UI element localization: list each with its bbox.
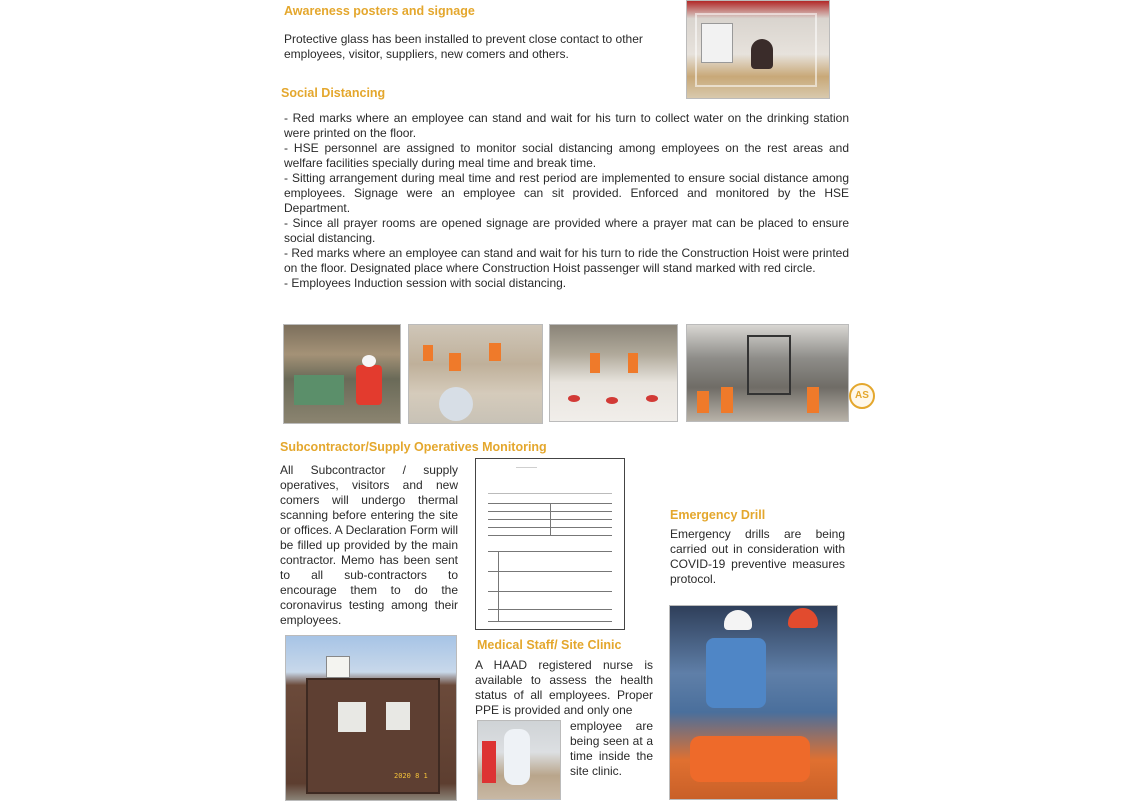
emergency-drill-heading: Emergency Drill [670,508,766,522]
construction-hoist-photo [686,324,849,422]
social-distancing-list [284,111,849,291]
subcontractor-text: All Subcontractor / supply operatives, visitors and new comers will undergo thermal scanning before entering the site or offices. A Declaration Form will be filled up provided by the main contractor. Memo has been sent to all sub-contractors to encourage them to do the coronavirus testing among their employees. [280,463,458,627]
list-item: - Sitting arrangement during meal time and rest period are implemented to ensure social distance among employees. Signage were an employee can sit provided. Enforced and monitored by the HSE Department. [284,171,849,215]
photo-date-stamp: 2020 8 1 [394,772,428,780]
medical-text-side: employee are being seen at a time inside the site clinic. [570,719,653,778]
red-marks-floor-photo [549,324,678,422]
protective-glass-photo [686,0,830,99]
declaration-form-image: —————— [475,458,625,630]
subcontractor-heading: Subcontractor/Supply Operatives Monitoring [280,440,547,454]
list-item: - HSE personnel are assigned to monitor social distancing among employees on the rest areas and welfare facilities specially during meal time and break time. [284,141,849,170]
emergency-drill-photo [669,605,838,800]
awareness-text: Protective glass has been installed to prevent close contact to other employees, visitor, suppliers, new comers and others. [284,32,643,61]
list-item: - Since all prayer rooms are opened signage are provided where a prayer mat can be placed to ensure social distancing. [284,216,849,245]
drinking-station-photo [283,324,401,424]
emergency-drill-text: Emergency drills are being carried out in consideration with COVID-19 preventive measures protocol. [670,527,845,586]
thermal-scanning-gate-photo [285,635,457,801]
medical-heading: Medical Staff/ Site Clinic [477,638,622,652]
list-item: - Red marks where an employee can stand and wait for his turn to collect water on the drinking station were printed on the floor. [284,111,849,140]
awareness-heading: Awareness posters and signage [284,4,475,18]
meal-area-photo [408,324,543,424]
list-item: - Employees Induction session with social distancing. [284,276,567,290]
site-clinic-photo [477,720,561,800]
social-distancing-heading: Social Distancing [281,86,386,100]
medical-text-top: A HAAD registered nurse is available to assess the health status of all employees. Proper PPE is provided and only one [475,658,653,717]
list-item: - Red marks where an employee can stand and wait for his turn to ride the Construction Hoist were printed on the floor. Designated place where Construction Hoist passenger will stand marked with red circle. [284,246,849,275]
company-logo-watermark: AS [849,383,875,409]
